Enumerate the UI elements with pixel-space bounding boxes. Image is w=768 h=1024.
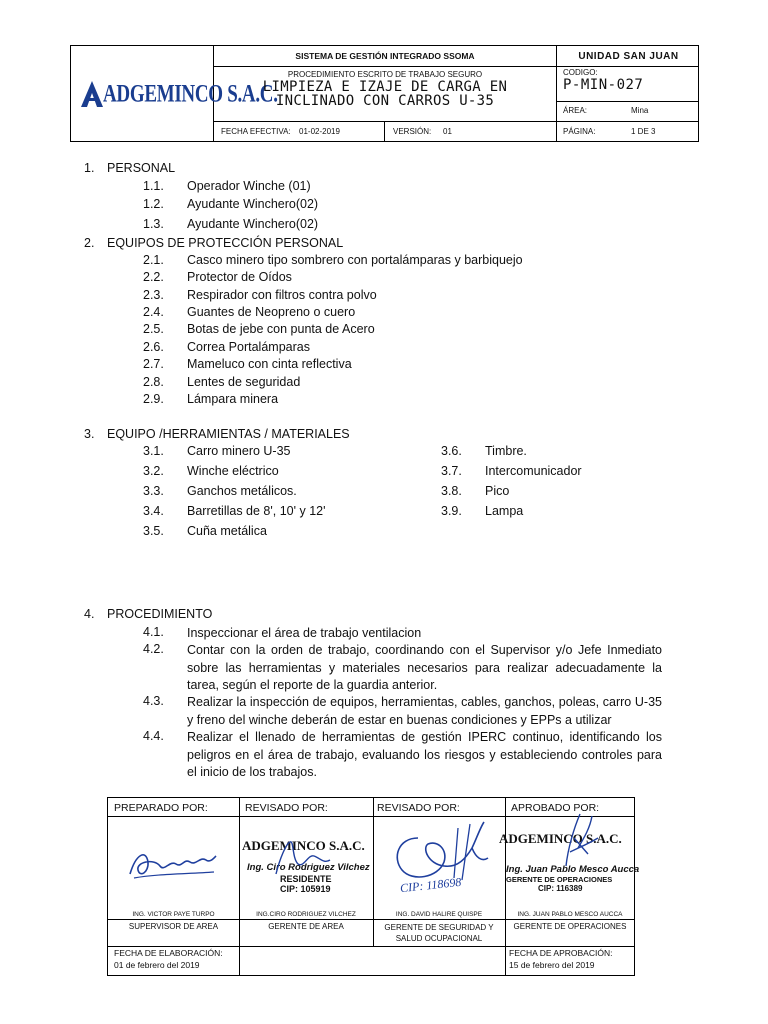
approved-by-label: APROBADO POR: (511, 802, 600, 814)
title-line-2: INCLINADO CON CARROS U-35 (275, 93, 495, 109)
elaboration-date-label: FECHA DE ELABORACIÓN: (114, 948, 223, 958)
divider (239, 798, 240, 975)
reviewed-by-label: REVISADO POR: (245, 802, 328, 814)
step-text: Realizar la inspección de equipos, herramientas, cables, ganchos, poleas, carro U-35 y freno del winche deberán de estar en buenas condiciones y EPPs a utilizar (187, 695, 662, 727)
divider (556, 101, 699, 102)
codigo-value: P-MIN-027 (563, 77, 644, 93)
company-stamp: ADGEMINCO S.A.C. (242, 838, 365, 853)
system-title: SISTEMA DE GESTIÓN INTEGRADO SSOMA (295, 51, 475, 61)
step-text: Contar con la orden de trabajo, coordinando con el Supervisor y/o Jefe Inmediato sobre las herramientas y materiales necesarios para realizar adecuadamente la tarea, según el reporte de la guardia anterior. (187, 643, 662, 692)
section-title: EQUIPOS DE PROTECCIÓN PERSONAL (107, 236, 344, 250)
step-text: Realizar el llenado de herramientas de gestión IPERC continuo, identificando los peligros en el área de trabajo, evaluando los riesgos y estableciendo controles para el inicio de los trabajos. (187, 730, 662, 779)
section-number: 4. (84, 607, 95, 621)
step-number: 4.1. (143, 625, 164, 639)
elaboration-date-value: 01 de febrero del 2019 (114, 960, 200, 970)
reviewer-1-name: ING.CIRO RODRIGUEZ VILCHEZ (256, 911, 356, 918)
step-number: 4.4. (143, 729, 164, 743)
section-number: 1. (84, 161, 95, 175)
section-personal (84, 161, 175, 175)
area-label: ÁREA: (563, 106, 588, 115)
approver-role: GERENTE DE OPERACIONES (513, 922, 627, 931)
stamp-name: Ing. Ciro Rodriguez Vilchez (247, 862, 370, 873)
logo-text: ADGEMINCO S.A.C. (103, 80, 278, 109)
section-title: PROCEDIMIENTO (107, 607, 213, 621)
divider (108, 919, 634, 920)
section-epp (84, 236, 343, 250)
codigo-label: CODIGO: (563, 68, 598, 77)
step-text: Inspeccionar el área de trabajo ventilacion (187, 626, 422, 640)
section-equipo (84, 427, 350, 441)
area-value: Mina (631, 106, 649, 115)
divider (384, 121, 385, 141)
unit-name: UNIDAD SAN JUAN (578, 51, 679, 62)
reviewer-2-role: GERENTE DE SEGURIDAD Y SALUD OCUPACIONAL (384, 923, 494, 943)
section-procedimiento (84, 607, 212, 621)
stamp-title-2: GERENTE DE OPERACIONES (506, 875, 613, 884)
stamp-cip: CIP: 105919 (280, 884, 331, 894)
fecha-value: 01-02-2019 (299, 127, 340, 136)
reviewer-1-role: GERENTE DE AREA (268, 922, 344, 931)
preparer-role: SUPERVISOR DE AREA (128, 922, 219, 931)
section-number: 3. (84, 427, 95, 441)
procedure-title (214, 80, 556, 108)
section-number: 2. (84, 236, 95, 250)
divider (505, 798, 506, 975)
approval-date-label: FECHA DE APROBACIÓN: (509, 948, 613, 958)
divider (108, 946, 634, 947)
prepared-by-label: PREPARADO POR: (114, 802, 208, 814)
section-title: PERSONAL (107, 161, 176, 175)
handwritten-cip: CIP: 118698 (399, 874, 462, 896)
document-header (70, 45, 699, 142)
title-line-1: LIMPIEZA E IZAJE DE CARGA EN (262, 79, 508, 95)
signature-table (107, 797, 640, 976)
company-logo (77, 76, 278, 112)
pagina-value: 1 DE 3 (631, 127, 656, 136)
stamp-name-2: Ing. Juan Pablo Mesco Aucca (506, 864, 640, 875)
reviewed-by-label-2: REVISADO POR: (377, 802, 460, 814)
preparer-name: ING. VICTOR PAYE TURPO (132, 911, 215, 918)
version-label: VERSIÓN: (393, 127, 432, 136)
divider (213, 121, 699, 122)
procedure-type: PROCEDIMIENTO ESCRITO DE TRABAJO SEGURO (287, 70, 483, 79)
company-stamp-2: ADGEMINCO S.A.C. (499, 831, 622, 846)
stamp-title: RESIDENTE (280, 874, 332, 884)
signature-revisado-1 (268, 838, 338, 876)
pagina-label: PÁGINA: (563, 127, 596, 136)
stamp-cip-2: CIP: 116389 (538, 884, 583, 893)
signature-preparado (126, 844, 218, 884)
section-title: EQUIPO /HERRAMIENTAS / MATERIALES (107, 427, 350, 441)
step-number: 4.2. (143, 642, 164, 656)
version-value: 01 (443, 127, 452, 136)
approver-name: ING. JUAN PABLO MESCO AUCCA (517, 911, 623, 918)
logo-mark-icon (81, 81, 103, 107)
reviewer-2-name: ING. DAVID HALIRE QUISPE (395, 911, 483, 918)
signature-aprobado (548, 808, 608, 868)
fecha-label: FECHA EFECTIVA: (221, 127, 291, 136)
step-number: 4.3. (143, 694, 164, 708)
approval-date-value: 15 de febrero del 2019 (509, 960, 595, 970)
